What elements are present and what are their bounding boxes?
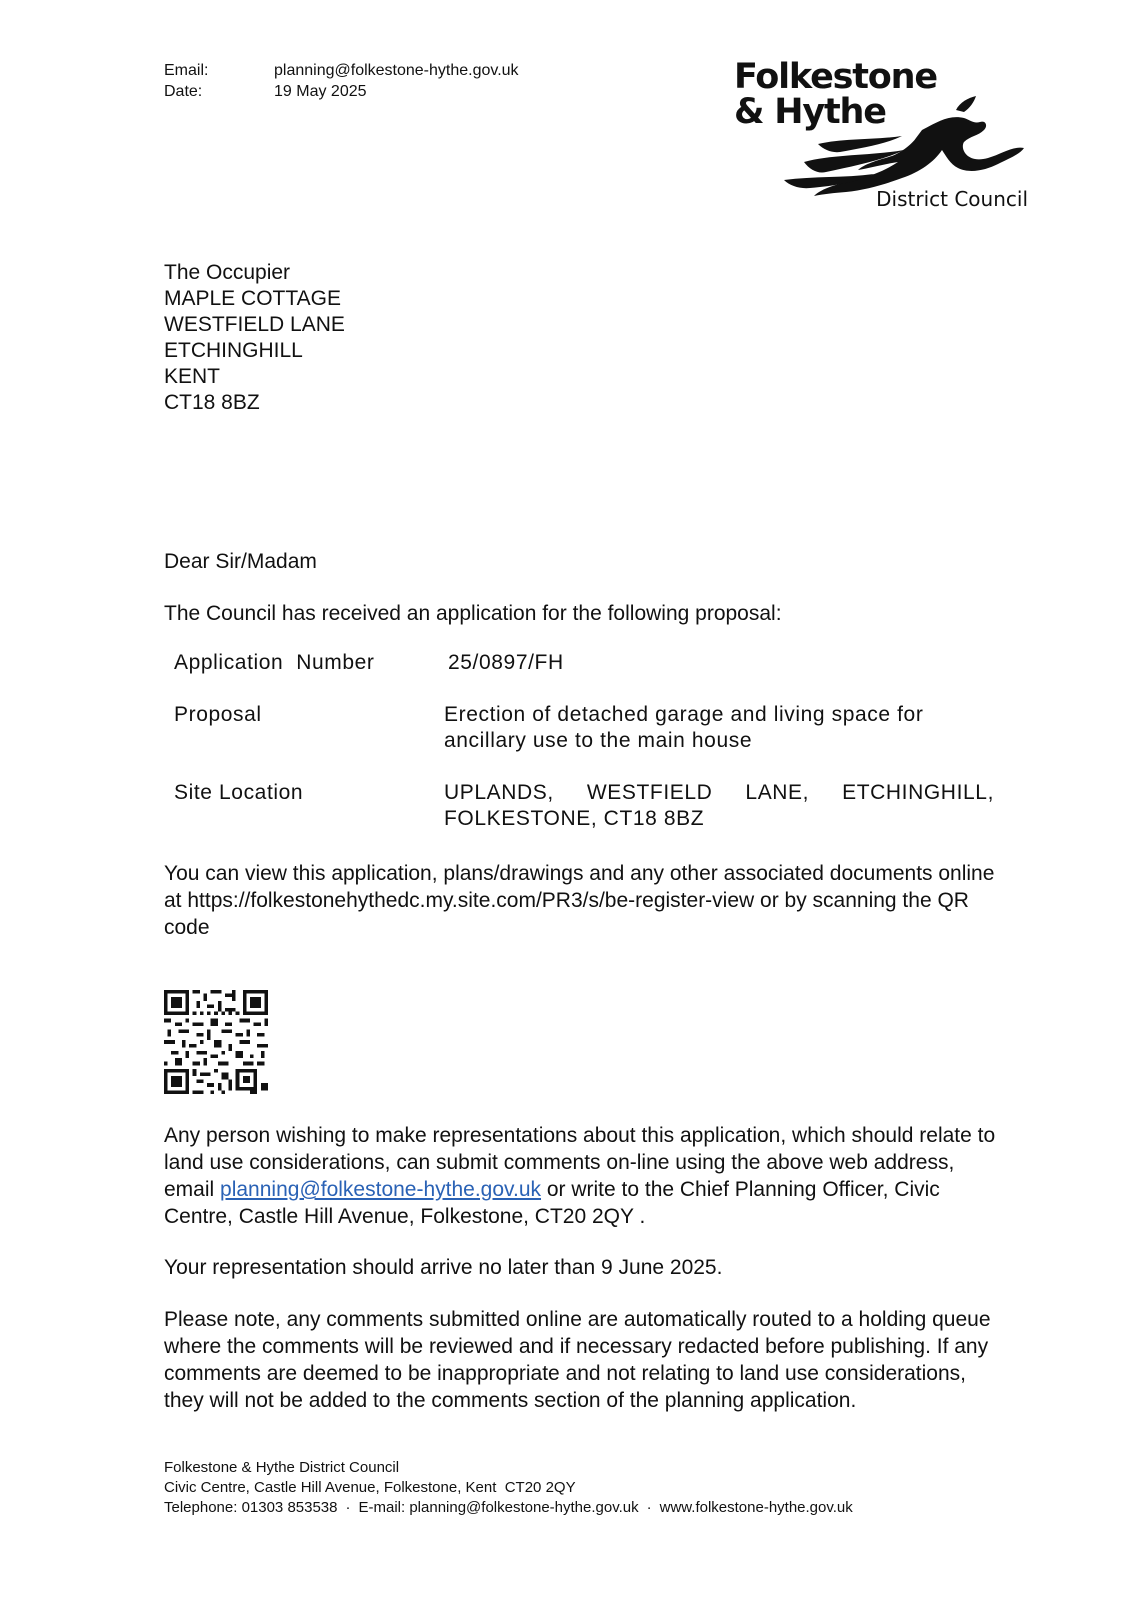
application-number-value: 25/0897/FH xyxy=(448,651,564,674)
details-row-application-number xyxy=(174,650,994,676)
application-details xyxy=(174,650,994,858)
footer-address: Civic Centre, Castle Hill Avenue, Folkestone, Kent CT20 2QY xyxy=(164,1479,576,1496)
proposal-label: Proposal xyxy=(174,703,262,726)
email-value: planning@folkestone-hythe.gov.uk xyxy=(274,62,519,79)
email-row xyxy=(164,60,519,81)
email-label: Email: xyxy=(164,62,209,79)
representation-text-2: or write to the Chief Planning Officer, Civic Centre, Castle Hill Avenue, Folkestone, CT20 2QY . xyxy=(164,1178,940,1228)
qr-code-icon xyxy=(164,990,268,1094)
representation-text-1: Any person wishing to make representations about this application, which should relate to land use considerations, can submit comments on-line using the above web address, email xyxy=(164,1124,996,1201)
letter-meta xyxy=(164,60,519,102)
date-row xyxy=(164,81,519,102)
deadline-paragraph: Your representation should arrive no later than 9 June 2025. xyxy=(164,1256,723,1279)
address-line: KENT xyxy=(164,365,221,388)
footer-email: E-mail: planning@folkestone-hythe.gov.uk xyxy=(358,1499,639,1516)
details-row-proposal xyxy=(174,702,994,754)
proposal-value: Erection of detached garage and living space for ancillary use to the main house xyxy=(444,703,924,752)
logo-line-3: District Council xyxy=(876,187,1028,211)
representation-paragraph xyxy=(164,1122,1004,1230)
footer-org: Folkestone & Hythe District Council xyxy=(164,1459,400,1476)
date-value: 19 May 2025 xyxy=(274,83,367,100)
footer-contact xyxy=(164,1498,853,1518)
letter-footer xyxy=(164,1458,853,1518)
recipient-address xyxy=(164,260,345,416)
footer-separator: · xyxy=(345,1499,351,1516)
footer-separator: · xyxy=(646,1499,652,1516)
address-line: The Occupier xyxy=(164,261,291,284)
logo-line-2: & Hythe xyxy=(734,92,886,132)
address-line: WESTFIELD LANE xyxy=(164,313,345,336)
application-number-label: Application Number xyxy=(174,651,375,674)
site-location-value: UPLANDS, WESTFIELD LANE, ETCHINGHILL, FOLKESTONE, CT18 8BZ xyxy=(444,781,994,830)
site-location-label: Site Location xyxy=(174,781,304,804)
footer-website: www.folkestone-hythe.gov.uk xyxy=(659,1499,853,1516)
intro-paragraph: The Council has received an application for the following proposal: xyxy=(164,602,782,625)
logo-line-1: Folkestone xyxy=(734,57,937,97)
council-logo xyxy=(734,54,1034,214)
address-line: MAPLE COTTAGE xyxy=(164,287,341,310)
address-line: ETCHINGHILL xyxy=(164,339,303,362)
details-row-site-location xyxy=(174,780,994,832)
date-label: Date: xyxy=(164,83,203,100)
address-line: CT18 8BZ xyxy=(164,391,260,414)
planning-email-link[interactable]: planning@folkestone-hythe.gov.uk xyxy=(220,1178,541,1201)
note-paragraph: Please note, any comments submitted online are automatically routed to a holding queue where the comments will be reviewed and if necessary redacted before publishing. If any comments are deemed to be inappropriate and not relating to land use considerations, they will not be added to the comments section of the planning application. xyxy=(164,1308,991,1412)
horse-emblem-icon xyxy=(774,84,1034,199)
footer-telephone: Telephone: 01303 853538 xyxy=(164,1499,338,1516)
salutation: Dear Sir/Madam xyxy=(164,550,317,573)
view-online-paragraph: You can view this application, plans/drawings and any other associated documents online at https://folkestonehythedc.my.site.com/PR3/s/be-register-view or by scanning the QR code xyxy=(164,862,995,939)
